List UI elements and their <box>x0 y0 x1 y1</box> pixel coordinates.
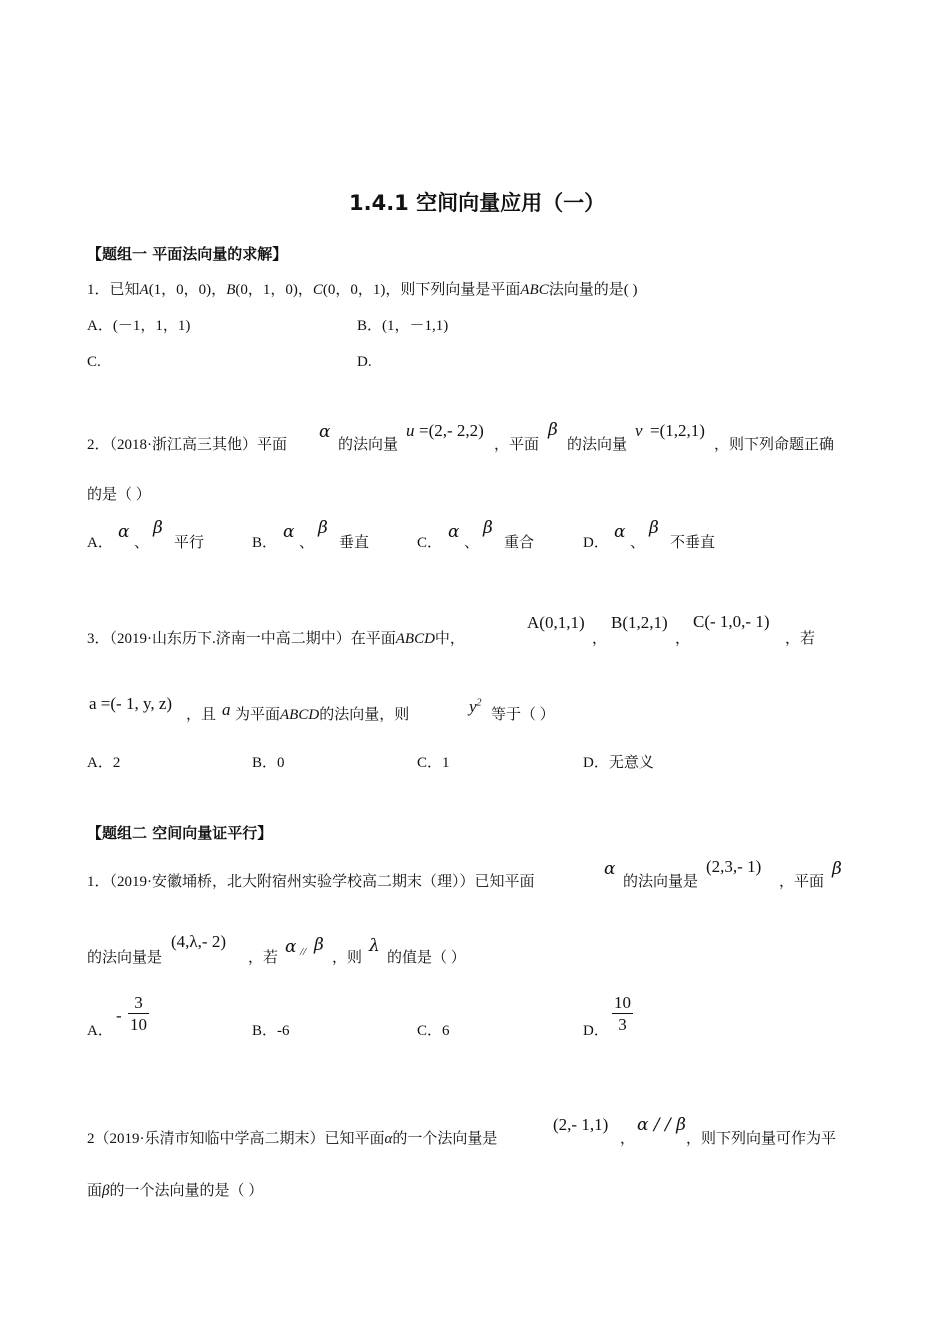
question-2-1-line2: 的法向量是 <box>87 950 163 966</box>
question-2-2-text <box>87 1130 497 1148</box>
question-2-1-prefix: 1．（2019·安徽埇桥，北大附宿州实验学校高二期末（理））已知平面 <box>87 874 535 890</box>
option-d: D. <box>357 354 372 370</box>
beta-symbol: β <box>548 420 558 440</box>
normal-vector: (2,‑ 1,1) <box>553 1115 609 1134</box>
beta-symbol: β <box>314 935 324 955</box>
separator: 、 <box>299 535 315 551</box>
separator: 、 <box>464 535 480 551</box>
option-a: A．2 <box>87 755 121 771</box>
plane-label: ABC <box>520 282 549 298</box>
option-d-label: D． <box>583 1023 609 1039</box>
fraction <box>128 992 149 1036</box>
text-span: ， <box>675 631 691 647</box>
alpha-symbol: α <box>285 937 297 957</box>
text-span: 的一个法向量的是（ ） <box>109 1183 264 1199</box>
vector-v-label: v <box>635 421 643 440</box>
option-b: B．0 <box>252 755 285 771</box>
point-label: C <box>312 282 323 298</box>
text-span: 的值是（ ） <box>387 950 466 966</box>
option-c: C．6 <box>417 1023 450 1039</box>
exponent: 2 <box>476 697 482 709</box>
minus-sign: ‑ <box>116 1006 122 1025</box>
text-span: 等于（ ） <box>491 707 555 723</box>
option-b-label: B． <box>252 535 278 551</box>
text-span: ， <box>620 1131 636 1147</box>
y-var: y <box>469 697 477 716</box>
option-b: B．(1，－1,1) <box>357 318 449 334</box>
text-span: 的一个法向量是 <box>392 1131 498 1147</box>
fraction <box>612 992 633 1036</box>
text-span: 法向量的是( ) <box>548 282 638 298</box>
normal-vector-2: (4,λ,‑ 2) <box>171 932 226 951</box>
text-span: ，且 <box>186 707 217 723</box>
text-span: 的法向量，则 <box>319 707 410 723</box>
option-c: C．1 <box>417 755 450 771</box>
beta-symbol: β <box>832 859 842 879</box>
vector-a-label: a <box>222 700 231 719</box>
text-span: ，则下列命题正确 <box>714 437 835 453</box>
separator: 、 <box>134 535 150 551</box>
question-1-2-line2: 的是（ ） <box>87 487 151 503</box>
alpha-symbol: α <box>283 522 295 542</box>
text-span: ， <box>592 631 608 647</box>
vector-u-value: =(2,‑ 2,2) <box>419 421 484 440</box>
option-b: B．-6 <box>252 1023 290 1039</box>
option-c-text: 重合 <box>504 535 535 551</box>
plane-label: ABCD <box>280 707 320 723</box>
text-span: ，若 <box>785 631 816 647</box>
y-variable <box>469 697 482 717</box>
text-span: ，平面 <box>494 437 540 453</box>
text-span: 的法向量是 <box>623 874 699 890</box>
text-span: 中， <box>434 631 465 647</box>
fraction-d <box>612 992 633 1036</box>
text-span: 为平面 <box>235 707 281 723</box>
lambda-symbol: λ <box>369 936 380 956</box>
question-1-1-text <box>87 281 637 299</box>
page-title: 1.4.1 空间向量应用（一） <box>349 191 606 215</box>
separator: 、 <box>630 535 646 551</box>
text-span: 面 <box>87 1183 103 1199</box>
text-span: 的法向量 <box>567 437 628 453</box>
parallel-symbol: // <box>300 946 307 958</box>
text-span: (0，0，1)，则下列向量是平面 <box>322 282 521 298</box>
numerator: 3 <box>128 992 149 1014</box>
numerator: 10 <box>612 992 633 1014</box>
option-c-label: C． <box>417 535 443 551</box>
option-d: D．无意义 <box>583 755 654 771</box>
alpha-symbol: α <box>384 1131 393 1147</box>
section-heading-group2: 【题组二 空间向量证平行】 <box>87 824 273 842</box>
text-span: 3．（2019·山东历下.济南一中高二期中）在平面 <box>87 631 396 647</box>
beta-symbol: β <box>153 518 163 538</box>
text-span: 2（2019·乐清市知临中学高二期末）已知平面 <box>87 1131 385 1147</box>
option-a-label: A． <box>87 1023 113 1039</box>
point-c: C(‑ 1,0,‑ 1) <box>693 612 770 631</box>
question-1-3-text <box>87 630 465 648</box>
option-d-label: D． <box>583 535 609 551</box>
plane-label: ABCD <box>395 631 435 647</box>
denominator: 10 <box>130 1015 147 1035</box>
text-span: (1，0，0)， <box>148 282 227 298</box>
parallel-relation: α / / β <box>637 1115 686 1135</box>
alpha-symbol: α <box>604 859 616 879</box>
normal-vector-1: (2,3,‑ 1) <box>706 857 762 876</box>
alpha-symbol: α <box>614 522 626 542</box>
beta-symbol: β <box>102 1183 110 1199</box>
option-c: C. <box>87 354 101 370</box>
text-span: ，若 <box>248 950 279 966</box>
point-label: B <box>226 282 236 298</box>
point-label: A <box>139 282 149 298</box>
text-span: (0，1，0)， <box>235 282 313 298</box>
option-a-text: 平行 <box>174 535 205 551</box>
section-heading-group1: 【题组一 平面法向量的求解】 <box>87 245 288 263</box>
beta-symbol: β <box>318 518 328 538</box>
fraction-a <box>128 992 149 1036</box>
option-b-text: 垂直 <box>339 535 370 551</box>
beta-symbol: β <box>649 518 659 538</box>
option-a: A．(－1，1，1) <box>87 318 191 334</box>
point-a: A(0,1,1) <box>527 613 585 632</box>
question-2-2-line2 <box>87 1182 263 1200</box>
question-1-3-line2 <box>235 706 409 724</box>
text-span: ，则 <box>332 950 363 966</box>
text-span: ，则下列向量可作为平 <box>686 1131 837 1147</box>
beta-symbol: β <box>483 518 493 538</box>
denominator: 3 <box>618 1015 627 1035</box>
vector-v-value: =(1,2,1) <box>650 421 705 440</box>
alpha-symbol: α <box>448 522 460 542</box>
alpha-symbol: α <box>319 422 331 442</box>
alpha-symbol: α <box>118 522 130 542</box>
text-span: 的法向量 <box>338 437 399 453</box>
point-b: B(1,2,1) <box>611 613 668 632</box>
text-span: 1．已知 <box>87 282 140 298</box>
question-1-2-prefix: 2．（2018·浙江高三其他）平面 <box>87 437 287 453</box>
vector-u-label: u <box>406 421 415 440</box>
vector-a-value: a =(‑ 1, y, z) <box>89 694 173 713</box>
option-d-text: 不垂直 <box>670 535 716 551</box>
option-a-label: A． <box>87 535 113 551</box>
text-span: ，平面 <box>779 874 825 890</box>
